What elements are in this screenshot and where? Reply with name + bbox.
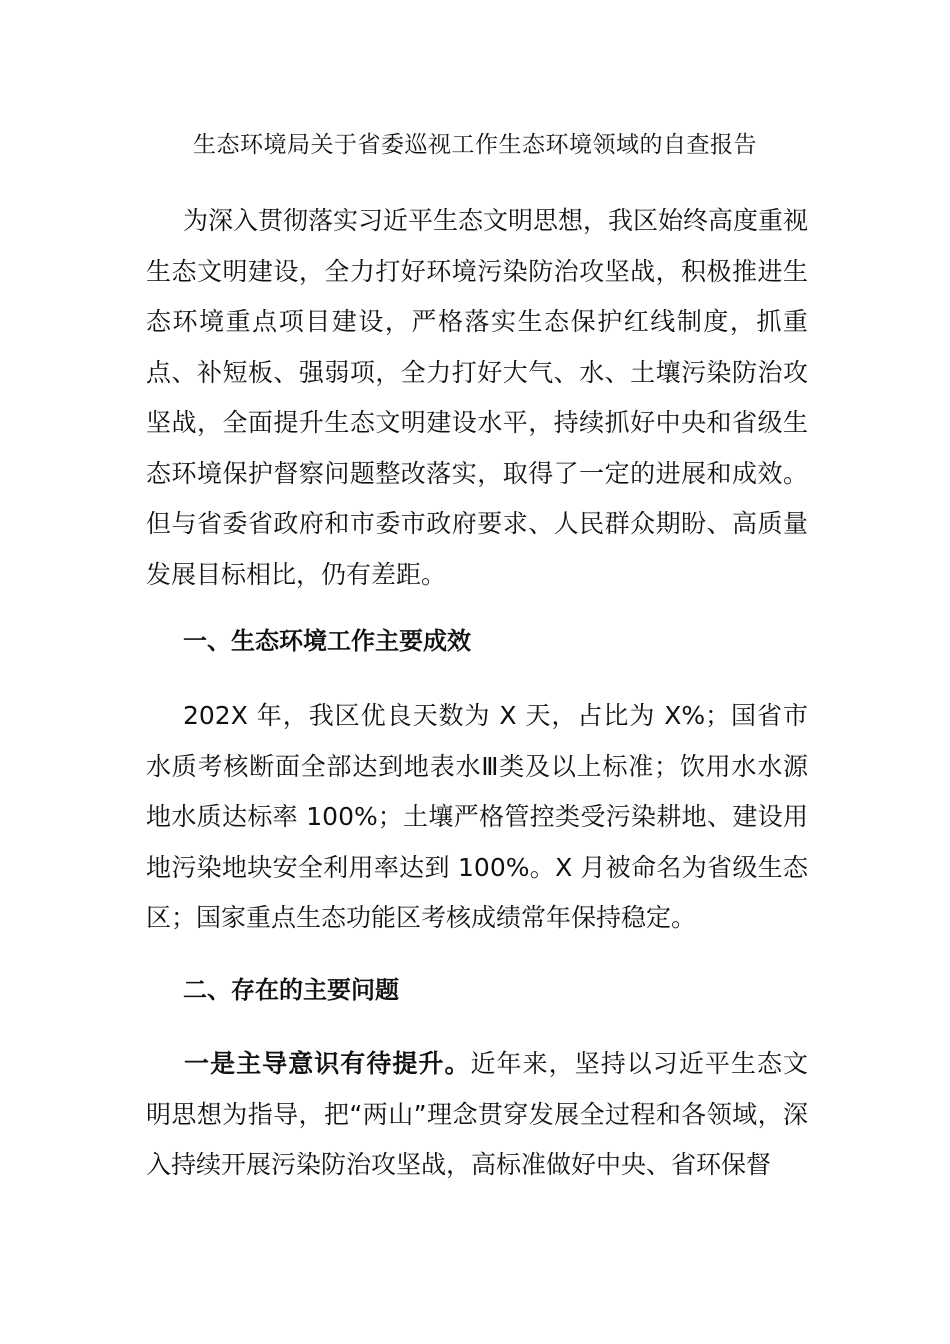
problem-point-1-paragraph <box>146 1039 808 1191</box>
achievements-text: 202X 年，我区优良天数为 X 天，占比为 X%；国省市水质考核断面全部达到地表水Ⅲ类及以上标准；饮用水水源地水质达标率 100%；土壤严格管控类受污染耕地、建设用地污染地块安全利用率达到 100%。X 月被命名为省级生态区；国家重点生态功能区考核成绩常年保持稳定。 <box>146 701 808 932</box>
achievements-paragraph <box>146 691 808 944</box>
section-heading-problems: 二、存在的主要问题 <box>183 976 399 1004</box>
section-heading-achievements: 一、生态环境工作主要成效 <box>183 627 471 655</box>
intro-paragraph <box>146 196 808 600</box>
problem-point-1-lead: 一是主导意识有待提升。 <box>183 1049 471 1078</box>
document-title: 生态环境局关于省委巡视工作生态环境领域的自查报告 <box>193 132 757 158</box>
problem-point-1-text: 近年来，坚持以习近平生态文明思想为指导，把“两山”理念贯穿发展全过程和各领域，深入持续开展污染防治攻坚战，高标准做好中央、省环保督 <box>146 1049 808 1179</box>
intro-text: 为深入贯彻落实习近平生态文明思想，我区始终高度重视生态文明建设，全力打好环境污染防治攻坚战，积极推进生态环境重点项目建设，严格落实生态保护红线制度，抓重点、补短板、强弱项，全力打好大气、水、土壤污染防治攻坚战，全面提升生态文明建设水平，持续抓好中央和省级生态环境保护督察问题整改落实，取得了一定的进展和成效。但与省委省政府和市委市政府要求、人民群众期盼、高质量发展目标相比，仍有差距。 <box>146 206 809 589</box>
